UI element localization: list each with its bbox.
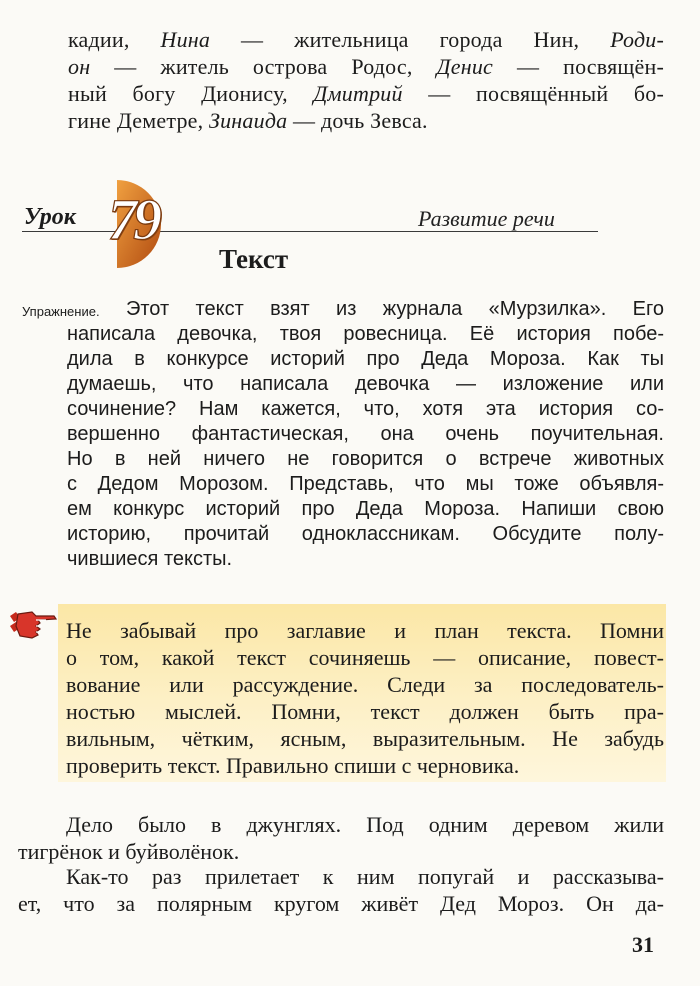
intro-line: кадии, Нина — жительница города Нин, Роди- <box>68 27 664 52</box>
exercise-line: сочинение? Нам кажется, что, хотя эта история со- <box>67 398 664 420</box>
tip-line: вование или рассуждение. Следи за последователь- <box>66 672 664 697</box>
tip-line: вильным, чётким, ясным, выразительным. Не забудь <box>66 726 664 751</box>
intro-line: он — житель острова Родос, Денис — посвящён- <box>68 54 664 79</box>
lesson-title: Текст <box>219 244 289 274</box>
story-line: ет, что за полярным кругом живёт Дед Мороз. Он да- <box>18 891 664 916</box>
story-line: Дело было в джунглях. Под одним деревом жили <box>66 812 664 837</box>
exercise-line: написала девочка, твоя ровесница. Её история побе- <box>67 323 664 345</box>
tip-line: проверить текст. Правильно спиши с черновика. <box>66 753 520 778</box>
intro-line: гине Деметре, Зинаида — дочь Зевса. <box>68 108 428 133</box>
exercise-line: думаешь, что написала девочка — изложение или <box>67 373 664 395</box>
exercise-line: ем конкурс историй про Деда Мороза. Напиши свою <box>67 498 664 520</box>
tip-line: ностью мыслей. Помни, текст должен быть пра- <box>66 699 664 724</box>
lesson-topic: Развитие речи <box>418 206 555 231</box>
exercise-line: Этот текст взят из журнала «Мурзилка». Его <box>126 298 664 320</box>
exercise-line: чившиеся тексты. <box>67 548 233 570</box>
exercise-label: Упражнение. <box>22 304 100 319</box>
exercise-line: с Дедом Морозом. Представь, что мы тоже объявля- <box>67 473 664 495</box>
lesson-number: 79 <box>108 187 158 252</box>
page-number: 31 <box>632 932 654 957</box>
story-line: тигрёнок и буйволёнок. <box>18 839 240 864</box>
exercise-line: вершенно фантастическая, она очень поучительная. <box>67 423 664 445</box>
lesson-label: Урок <box>24 204 76 230</box>
tip-line: о том, какой текст сочиняешь — описание, повест- <box>66 645 664 670</box>
story-line: Как-то раз прилетает к ним попугай и рассказыва- <box>66 864 664 889</box>
tip-line: Не забывай про заглавие и план текста. Помни <box>66 618 664 643</box>
exercise-line: дила в конкурсе историй про Деда Мороза. Как ты <box>67 348 664 370</box>
exercise-line: Но в ней ничего не говорится о встрече животных <box>67 448 664 470</box>
intro-line: ный богу Дионису, Дмитрий — посвящённый бо- <box>68 81 664 106</box>
exercise-line: историю, прочитай одноклассникам. Обсудите полу- <box>67 523 664 545</box>
pointing-hand-icon <box>6 606 58 642</box>
